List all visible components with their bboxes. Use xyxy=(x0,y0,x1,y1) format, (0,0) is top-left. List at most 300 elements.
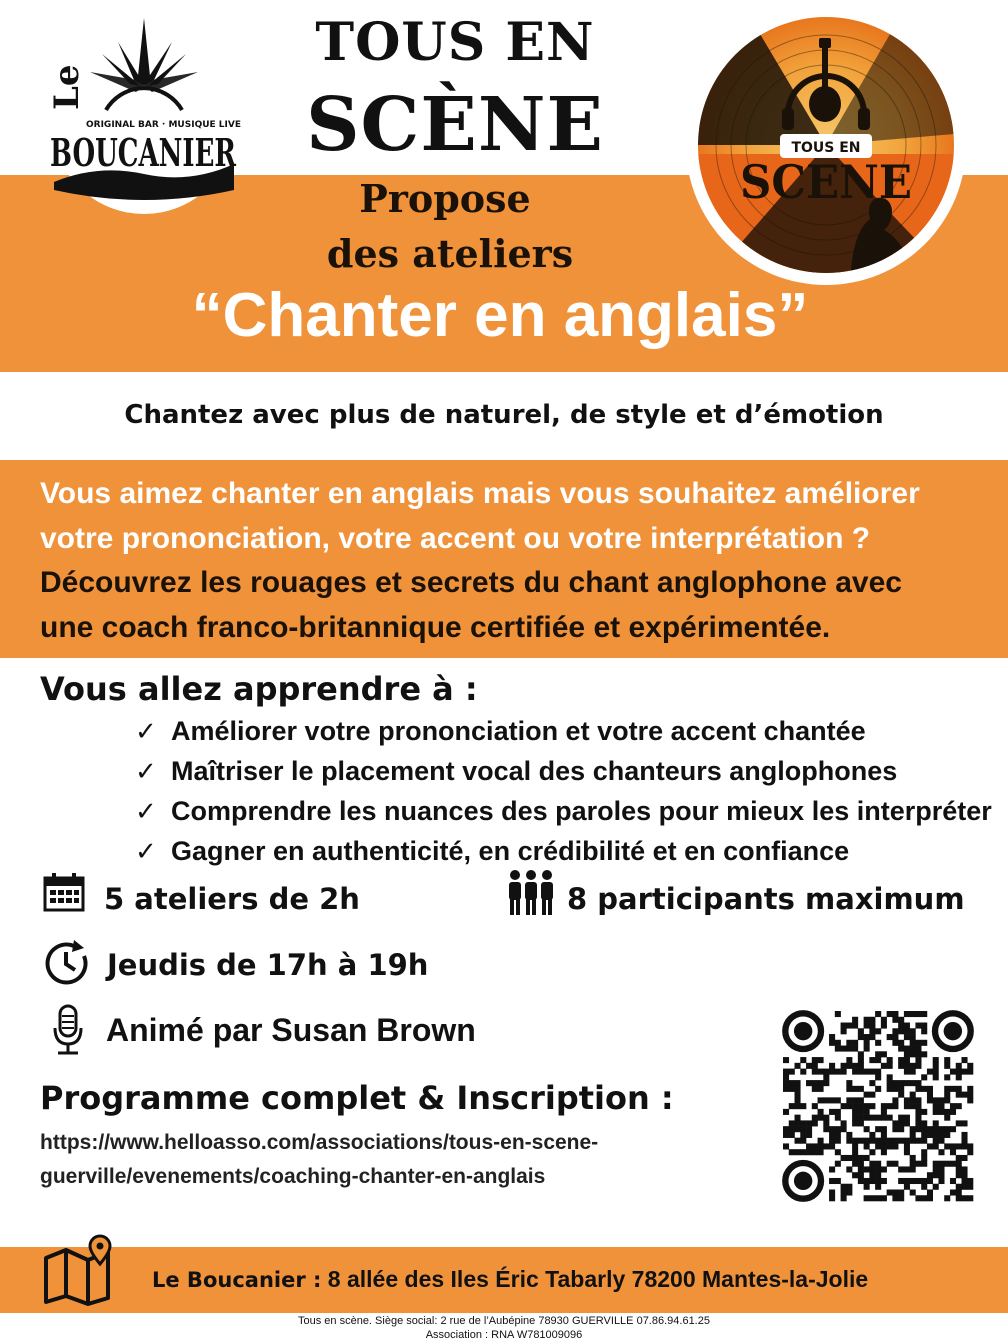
qr-module xyxy=(789,1132,795,1138)
qr-module xyxy=(852,1086,858,1092)
qr-module xyxy=(933,1126,939,1132)
qr-module xyxy=(869,1034,875,1040)
microphone-icon xyxy=(52,1004,84,1056)
qr-module xyxy=(869,1138,875,1144)
qr-module xyxy=(818,1149,824,1155)
qr-module xyxy=(875,1057,881,1063)
qr-module xyxy=(915,1097,921,1103)
qr-module xyxy=(904,1149,910,1155)
qr-module xyxy=(950,1069,956,1075)
qr-module xyxy=(875,1086,881,1092)
qr-module xyxy=(835,1011,841,1017)
qr-module xyxy=(904,1063,910,1069)
qr-module xyxy=(875,1115,881,1121)
qr-module xyxy=(956,1155,962,1161)
list-item xyxy=(135,752,995,792)
title-line-1: TOUS EN xyxy=(315,12,595,73)
qr-module xyxy=(829,1040,835,1046)
qr-module xyxy=(852,1103,858,1109)
qr-module xyxy=(904,1028,910,1034)
qr-module xyxy=(841,1069,847,1075)
qr-module xyxy=(915,1138,921,1144)
qr-module xyxy=(933,1132,939,1138)
qr-module xyxy=(892,1138,898,1144)
qr-module xyxy=(806,1063,812,1069)
qr-module xyxy=(898,1195,904,1201)
qr-module xyxy=(915,1040,921,1046)
qr-module xyxy=(898,1046,904,1052)
qr-module xyxy=(846,1189,852,1195)
qr-module xyxy=(846,1097,852,1103)
qr-module xyxy=(783,1080,789,1086)
qr-module xyxy=(852,1063,858,1069)
qr-module xyxy=(795,1149,801,1155)
qr-module xyxy=(864,1166,870,1172)
qr-module xyxy=(783,1109,789,1115)
qr-module xyxy=(956,1086,962,1092)
qr-module xyxy=(818,1086,824,1092)
qr-module xyxy=(881,1023,887,1029)
qr-module xyxy=(892,1040,898,1046)
qr-module xyxy=(783,1086,789,1092)
qr-module xyxy=(910,1161,916,1167)
qr-module xyxy=(910,1155,916,1161)
qr-module xyxy=(915,1057,921,1063)
qr-module xyxy=(800,1057,806,1063)
qr-module xyxy=(818,1069,824,1075)
qr-module xyxy=(933,1057,939,1063)
qr-module xyxy=(829,1138,835,1144)
qr-module xyxy=(898,1138,904,1144)
qr-module xyxy=(823,1074,829,1080)
qr-module xyxy=(910,1166,916,1172)
qr-module xyxy=(858,1028,864,1034)
qr-module xyxy=(835,1097,841,1103)
qr-module xyxy=(944,1097,950,1103)
qr-module xyxy=(921,1155,927,1161)
logo-le-text: Le xyxy=(47,64,87,110)
qr-module xyxy=(841,1155,847,1161)
participants-text: 8 participants maximum xyxy=(567,882,965,916)
qr-module xyxy=(944,1195,950,1201)
ateliers-text: des ateliers xyxy=(326,231,574,276)
qr-module xyxy=(881,1149,887,1155)
qr-module xyxy=(852,1023,858,1029)
qr-module xyxy=(875,1143,881,1149)
qr-module xyxy=(961,1143,967,1149)
qr-module xyxy=(933,1166,939,1172)
program-url-line-2[interactable]: guerville/evenements/coaching-chanter-en-anglais xyxy=(40,1165,546,1188)
qr-module xyxy=(904,1057,910,1063)
qr-module xyxy=(921,1126,927,1132)
qr-module xyxy=(967,1149,973,1155)
qr-module xyxy=(904,1184,910,1190)
qr-module xyxy=(858,1051,864,1057)
qr-module xyxy=(944,1092,950,1098)
qr-module xyxy=(904,1166,910,1172)
qr-module xyxy=(892,1080,898,1086)
qr-module xyxy=(898,1189,904,1195)
qr-module xyxy=(910,1046,916,1052)
qr-module xyxy=(956,1092,962,1098)
qr-module xyxy=(915,1011,921,1017)
qr-module xyxy=(783,1069,789,1075)
qr-module xyxy=(921,1023,927,1029)
qr-module xyxy=(858,1166,864,1172)
qr-module xyxy=(910,1138,916,1144)
qr-module xyxy=(910,1034,916,1040)
qr-module xyxy=(818,1057,824,1063)
qr-module xyxy=(904,1138,910,1144)
qr-module xyxy=(864,1195,870,1201)
qr-module xyxy=(864,1069,870,1075)
qr-module xyxy=(961,1184,967,1190)
qr-module xyxy=(812,1063,818,1069)
qr-module xyxy=(915,1080,921,1086)
qr-module xyxy=(921,1120,927,1126)
sessions-text: 5 ateliers de 2h xyxy=(104,882,360,916)
qr-module xyxy=(892,1097,898,1103)
qr-module xyxy=(910,1028,916,1034)
qr-module xyxy=(910,1069,916,1075)
qr-module xyxy=(795,1126,801,1132)
learn-list xyxy=(135,712,995,872)
qr-module xyxy=(864,1092,870,1098)
qr-module xyxy=(921,1149,927,1155)
qr-module xyxy=(950,1143,956,1149)
qr-module xyxy=(783,1057,789,1063)
qr-module xyxy=(835,1132,841,1138)
qr-module xyxy=(835,1109,841,1115)
qr-module xyxy=(898,1057,904,1063)
qr-module xyxy=(864,1126,870,1132)
qr-module xyxy=(841,1126,847,1132)
boucanier-logo xyxy=(48,14,240,202)
qr-module xyxy=(875,1138,881,1144)
qr-module xyxy=(887,1057,893,1063)
qr-module xyxy=(938,1161,944,1167)
qr-module xyxy=(904,1046,910,1052)
qr-module xyxy=(858,1178,864,1184)
qr-module xyxy=(795,1092,801,1098)
qr-module xyxy=(892,1120,898,1126)
intro-line-1: Vous aimez chanter en anglais mais vous souhaitez améliorer xyxy=(40,477,920,510)
title-line-2: SCÈNE xyxy=(306,82,604,168)
qr-module xyxy=(864,1017,870,1023)
qr-module xyxy=(846,1103,852,1109)
qr-module xyxy=(858,1155,864,1161)
qr-module xyxy=(933,1143,939,1149)
intro-line-3: Découvrez les rouages et secrets du chant anglophone avec xyxy=(40,566,902,599)
qr-module xyxy=(864,1109,870,1115)
qr-module xyxy=(846,1086,852,1092)
qr-module xyxy=(795,1103,801,1109)
qr-module xyxy=(875,1195,881,1201)
qr-module xyxy=(869,1132,875,1138)
qr-module xyxy=(783,1074,789,1080)
intro-line-4: une coach franco-britannique certifiée et expérimentée. xyxy=(40,610,831,644)
logo-subtitle-text: ORIGINAL BAR · MUSIQUE LIVE xyxy=(86,120,242,130)
qr-module xyxy=(938,1172,944,1178)
qr-module xyxy=(829,1109,835,1115)
qr-module xyxy=(927,1189,933,1195)
qr-module xyxy=(858,1063,864,1069)
qr-module xyxy=(938,1132,944,1138)
qr-module xyxy=(852,1046,858,1052)
qr-module xyxy=(864,1023,870,1029)
qr-module xyxy=(944,1161,950,1167)
qr-module xyxy=(858,1120,864,1126)
qr-module xyxy=(921,1178,927,1184)
qr-module xyxy=(933,1109,939,1115)
qr-module xyxy=(950,1189,956,1195)
qr-module xyxy=(933,1069,939,1075)
qr-module xyxy=(806,1120,812,1126)
qr-module xyxy=(789,1069,795,1075)
qr-module xyxy=(927,1143,933,1149)
qr-module xyxy=(910,1132,916,1138)
qr-module xyxy=(789,1103,795,1109)
qr-module xyxy=(944,1126,950,1132)
intro-line-2: votre prononciation, votre accent ou votre interprétation ? xyxy=(40,521,871,555)
qr-module xyxy=(910,1178,916,1184)
qr-module xyxy=(887,1063,893,1069)
qr-module xyxy=(938,1138,944,1144)
qr-module xyxy=(829,1143,835,1149)
qr-module xyxy=(875,1184,881,1190)
qr-module xyxy=(887,1138,893,1144)
qr-module xyxy=(927,1069,933,1075)
qr-module xyxy=(869,1172,875,1178)
qr-module xyxy=(933,1120,939,1126)
qr-module xyxy=(921,1040,927,1046)
qr-module xyxy=(887,1161,893,1167)
qr-module xyxy=(852,1143,858,1149)
list-item xyxy=(135,712,995,752)
qr-module xyxy=(881,1017,887,1023)
qr-module xyxy=(869,1149,875,1155)
qr-module xyxy=(881,1103,887,1109)
qr-module xyxy=(938,1126,944,1132)
qr-module xyxy=(904,1023,910,1029)
qr-module xyxy=(904,1103,910,1109)
qr-module xyxy=(789,1126,795,1132)
qr-module xyxy=(910,1063,916,1069)
qr-module xyxy=(841,1046,847,1052)
qr-module xyxy=(846,1057,852,1063)
qr-module xyxy=(904,1069,910,1075)
list-item-text: Comprendre les nuances des paroles pour mieux les interpréter xyxy=(171,796,992,826)
qr-module xyxy=(789,1120,795,1126)
qr-module xyxy=(892,1086,898,1092)
qr-module xyxy=(950,1178,956,1184)
qr-module xyxy=(829,1063,835,1069)
qr-module xyxy=(841,1195,847,1201)
qr-module xyxy=(892,1161,898,1167)
qr-module xyxy=(875,1126,881,1132)
qr-module xyxy=(852,1109,858,1115)
list-item xyxy=(135,832,995,872)
qr-module xyxy=(875,1161,881,1167)
qr-module xyxy=(967,1069,973,1075)
qr-module xyxy=(881,1126,887,1132)
qr-module xyxy=(967,1184,973,1190)
qr-module xyxy=(881,1138,887,1144)
calendar-icon xyxy=(43,872,85,912)
qr-module xyxy=(967,1092,973,1098)
workshop-title: “Chanter en anglais” xyxy=(191,281,809,350)
learn-title: Vous allez apprendre à : xyxy=(40,670,478,708)
qr-module xyxy=(938,1149,944,1155)
qr-module xyxy=(800,1069,806,1075)
qr-module xyxy=(915,1023,921,1029)
qr-module xyxy=(950,1126,956,1132)
qr-module xyxy=(887,1080,893,1086)
footer-line-1: Tous en scène. Siège social: 2 rue de l’Aubépine 78930 GUERVILLE 07.86.94.61.25 xyxy=(298,1315,710,1327)
qr-module xyxy=(892,1034,898,1040)
qr-module xyxy=(864,1178,870,1184)
program-url-line-1[interactable]: https://www.helloasso.com/associations/tous-en-scene- xyxy=(40,1131,599,1154)
qr-module xyxy=(967,1143,973,1149)
qr-finder-dot xyxy=(794,1172,812,1190)
footer xyxy=(0,1314,1008,1342)
qr-module xyxy=(915,1109,921,1115)
qr-module xyxy=(961,1092,967,1098)
qr-module xyxy=(938,1097,944,1103)
qr-module xyxy=(789,1086,795,1092)
qr-module xyxy=(835,1149,841,1155)
qr-module xyxy=(823,1115,829,1121)
host-text: Animé par Susan Brown xyxy=(106,1012,476,1048)
qr-module xyxy=(789,1149,795,1155)
qr-module xyxy=(921,1195,927,1201)
qr-module xyxy=(892,1028,898,1034)
qr-module xyxy=(904,1097,910,1103)
qr-module xyxy=(869,1080,875,1086)
qr-module xyxy=(881,1143,887,1149)
qr-module xyxy=(956,1161,962,1167)
qr-module xyxy=(869,1028,875,1034)
qr-module xyxy=(835,1069,841,1075)
qr-module xyxy=(898,1017,904,1023)
qr-module xyxy=(921,1161,927,1167)
qr-module xyxy=(887,1086,893,1092)
qr-module xyxy=(818,1138,824,1144)
qr-module xyxy=(852,1155,858,1161)
qr-module xyxy=(904,1115,910,1121)
qr-module xyxy=(961,1138,967,1144)
qr-module xyxy=(944,1115,950,1121)
qr-module xyxy=(864,1115,870,1121)
qr-module xyxy=(910,1051,916,1057)
qr-module xyxy=(933,1097,939,1103)
qr-module xyxy=(835,1178,841,1184)
qr-module xyxy=(950,1161,956,1167)
list-item-text: Améliorer votre prononciation et votre accent chantée xyxy=(171,716,866,746)
qr-module xyxy=(927,1178,933,1184)
qr-module xyxy=(887,1074,893,1080)
qr-module xyxy=(956,1120,962,1126)
qr-module xyxy=(944,1109,950,1115)
qr-module xyxy=(881,1166,887,1172)
qr-module xyxy=(864,1103,870,1109)
qr-module xyxy=(904,1080,910,1086)
qr-module xyxy=(835,1126,841,1132)
qr-module xyxy=(806,1126,812,1132)
qr-module xyxy=(800,1138,806,1144)
qr-module xyxy=(921,1132,927,1138)
qr-module xyxy=(933,1138,939,1144)
qr-module xyxy=(835,1040,841,1046)
qr-module xyxy=(915,1086,921,1092)
qr-module xyxy=(915,1051,921,1057)
qr-code[interactable] xyxy=(783,1011,973,1201)
qr-module xyxy=(812,1080,818,1086)
qr-module xyxy=(823,1143,829,1149)
qr-module xyxy=(956,1103,962,1109)
qr-module xyxy=(881,1115,887,1121)
qr-module xyxy=(864,1034,870,1040)
program-url-link[interactable] xyxy=(40,1126,680,1194)
qr-module xyxy=(846,1132,852,1138)
qr-module xyxy=(852,1040,858,1046)
qr-module xyxy=(910,1011,916,1017)
qr-module xyxy=(898,1040,904,1046)
qr-module xyxy=(846,1063,852,1069)
qr-module xyxy=(823,1097,829,1103)
qr-module xyxy=(956,1063,962,1069)
qr-module xyxy=(881,1178,887,1184)
qr-module xyxy=(904,1034,910,1040)
qr-module xyxy=(846,1023,852,1029)
qr-module xyxy=(812,1115,818,1121)
qr-module xyxy=(938,1103,944,1109)
qr-module xyxy=(898,1115,904,1121)
qr-module xyxy=(818,1109,824,1115)
qr-module xyxy=(864,1138,870,1144)
qr-module xyxy=(852,1172,858,1178)
qr-module xyxy=(823,1126,829,1132)
qr-module xyxy=(864,1184,870,1190)
qr-module xyxy=(961,1155,967,1161)
qr-module xyxy=(961,1178,967,1184)
check-icon: ✓ xyxy=(135,837,157,867)
qr-module xyxy=(898,1028,904,1034)
qr-module xyxy=(846,1138,852,1144)
qr-module xyxy=(829,1166,835,1172)
qr-module xyxy=(892,1189,898,1195)
qr-module xyxy=(892,1017,898,1023)
qr-module xyxy=(961,1132,967,1138)
qr-module xyxy=(800,1126,806,1132)
qr-module xyxy=(898,1092,904,1098)
qr-module xyxy=(881,1051,887,1057)
qr-module xyxy=(783,1126,789,1132)
qr-module xyxy=(956,1195,962,1201)
qr-module xyxy=(812,1069,818,1075)
venue-name: Le Boucanier : xyxy=(152,1268,322,1292)
qr-module xyxy=(800,1103,806,1109)
qr-module xyxy=(933,1184,939,1190)
qr-module xyxy=(887,1143,893,1149)
qr-module xyxy=(852,1069,858,1075)
qr-module xyxy=(858,1097,864,1103)
qr-module xyxy=(956,1166,962,1172)
qr-module xyxy=(910,1189,916,1195)
venue-street: 8 allée des Iles Éric Tabarly 78200 Mantes-la-Jolie xyxy=(321,1266,869,1292)
qr-module xyxy=(800,1149,806,1155)
qr-module xyxy=(818,1115,824,1121)
